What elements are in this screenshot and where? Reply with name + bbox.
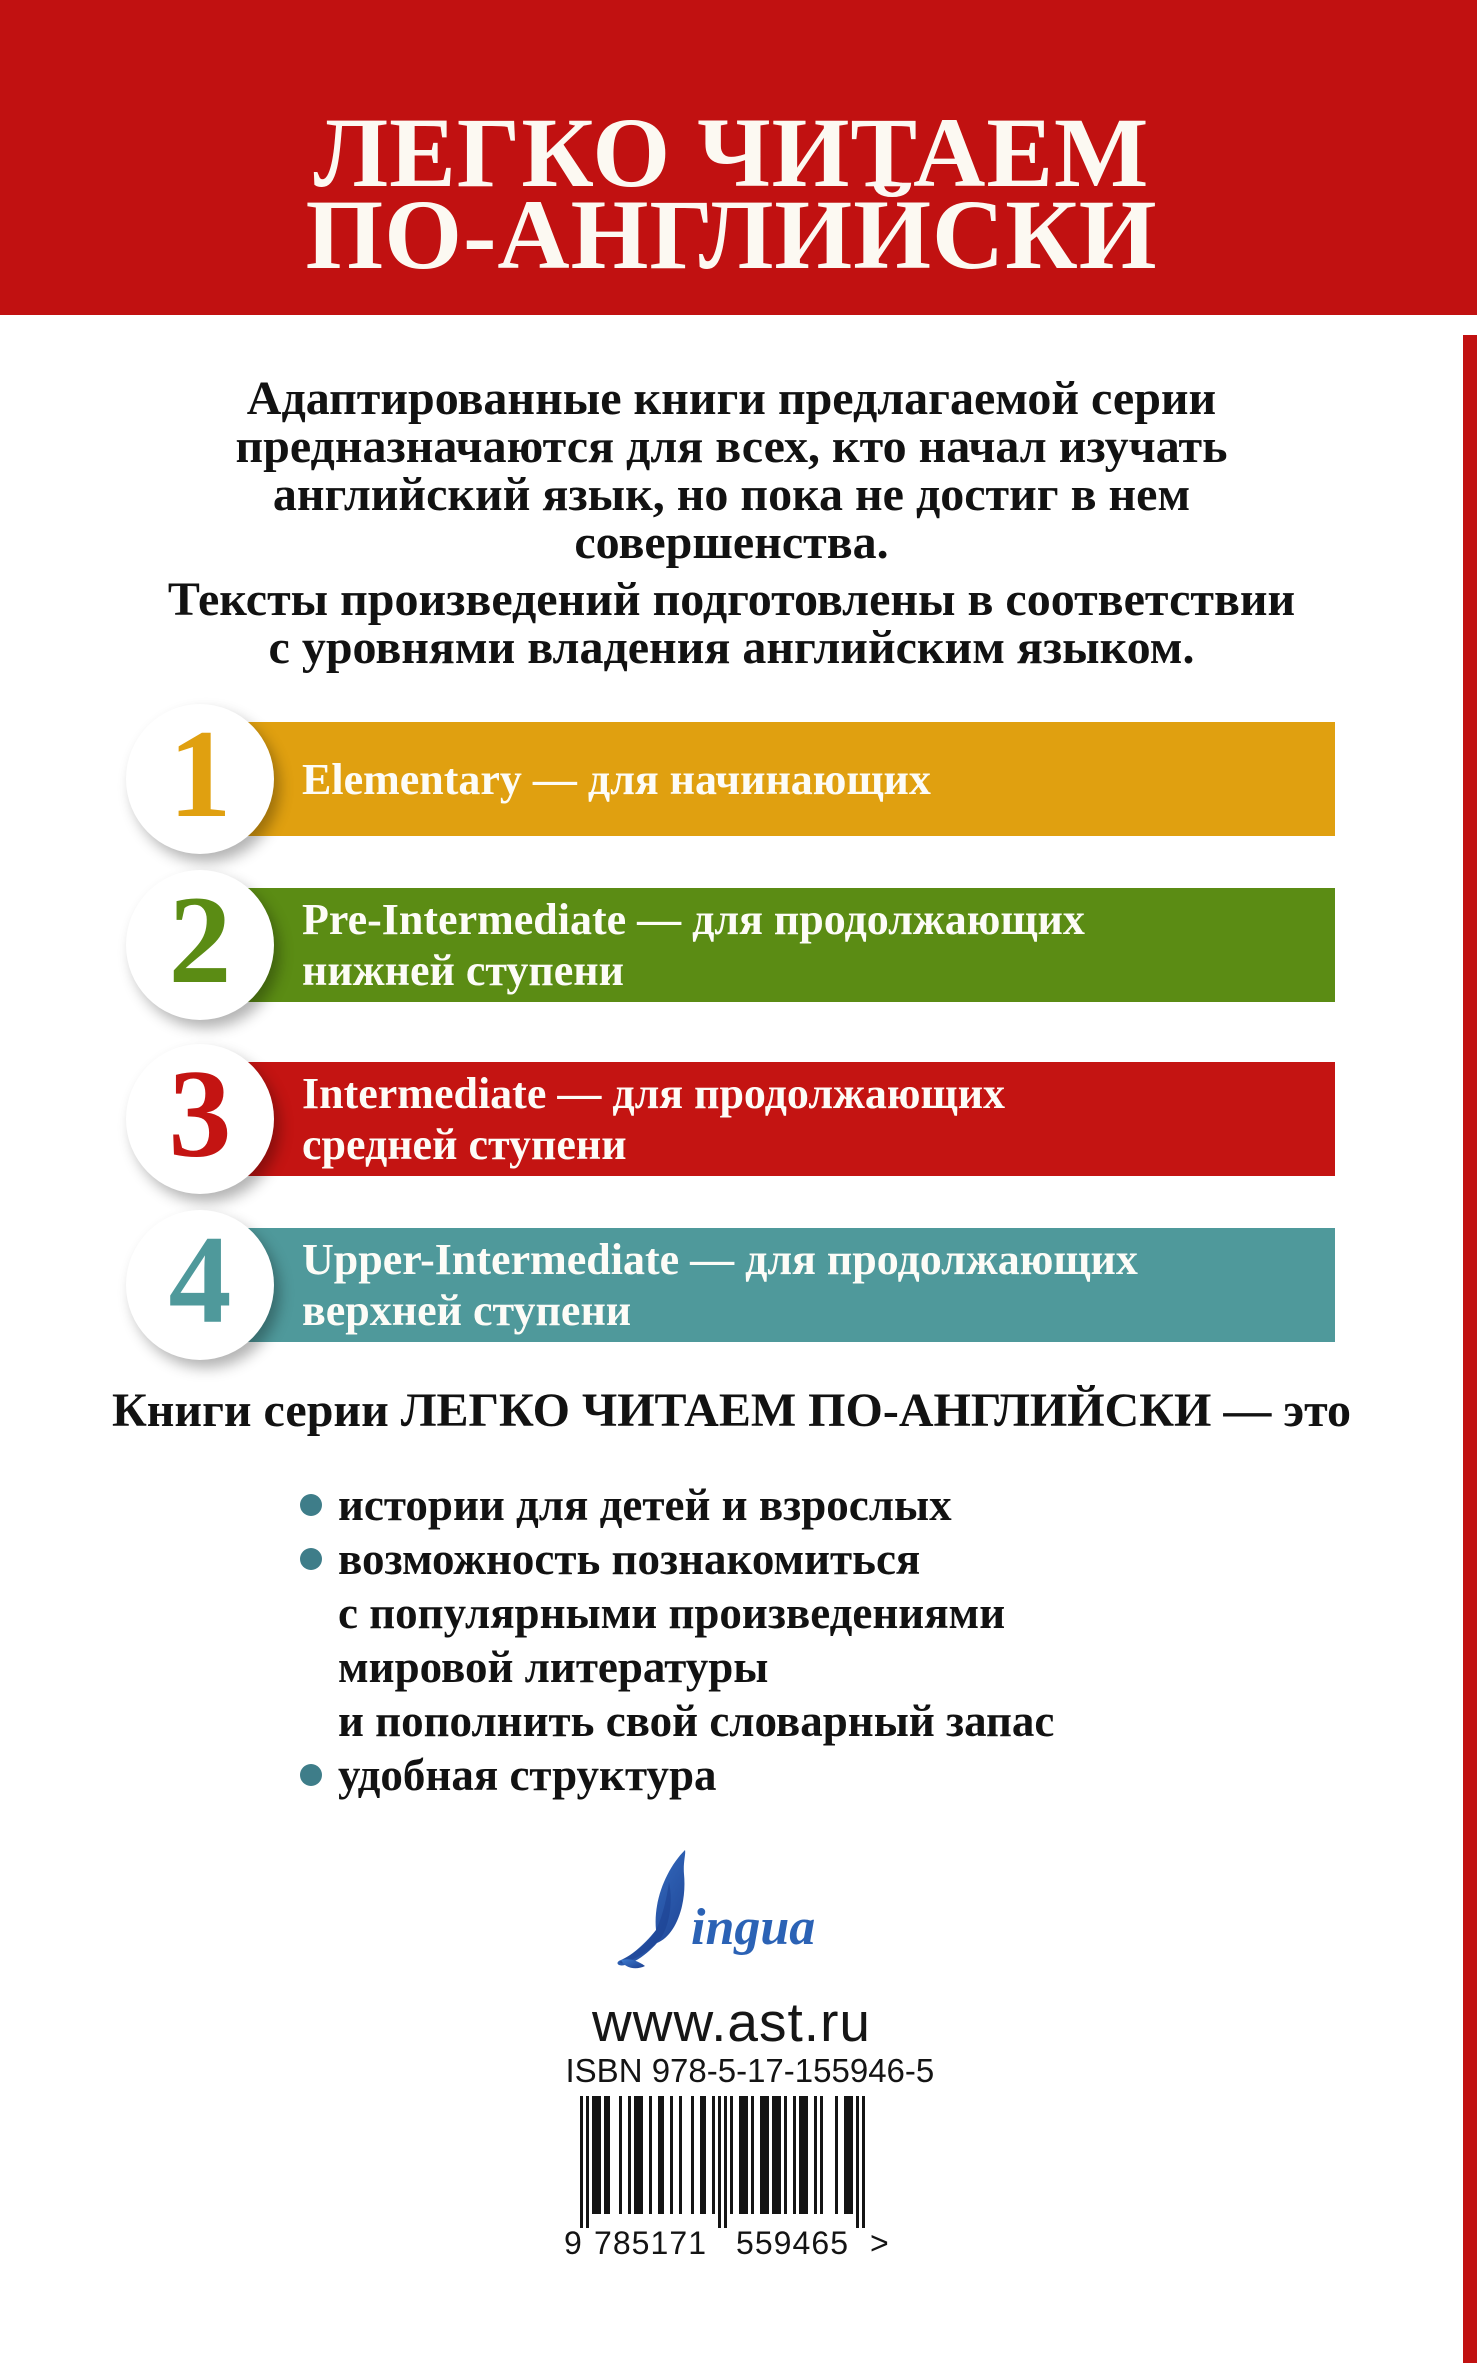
level-label-line1: Pre-Intermediate — для продолжающих	[302, 895, 1085, 944]
series-benefits-list	[300, 1478, 1054, 1802]
level-bar	[248, 1062, 1335, 1176]
publisher-website: www.ast.ru	[592, 1991, 871, 2053]
barcode-digit-left: 9	[563, 2225, 582, 2261]
intro-p2-line: Тексты произведений подготовлены в соответствии	[167, 573, 1296, 626]
level-number-badge	[126, 870, 274, 1020]
level-label-line2: нижней ступени	[302, 946, 624, 995]
level-label-line2: верхней ступени	[302, 1286, 632, 1335]
level-row-elementary	[0, 705, 1477, 844]
level-label-line1: Intermediate — для продолжающих	[302, 1069, 1006, 1118]
level-number-badge	[126, 1210, 274, 1360]
barcode-digit-group1: 785171	[593, 2225, 706, 2261]
series-title	[0, 97, 1463, 290]
list-item	[300, 1748, 1054, 1802]
series-benefits-heading: Книги серии ЛЕГКО ЧИТАЕМ ПО-АНГЛИЙСКИ — это	[111, 1384, 1352, 1437]
level-row-pre-intermediate	[0, 871, 1477, 1010]
bullet-dot-icon	[300, 1494, 322, 1516]
right-edge-trim	[1463, 335, 1477, 2363]
intro-paragraph-1	[0, 372, 1463, 569]
publisher-logo	[0, 1848, 1463, 1973]
level-bar	[248, 1228, 1335, 1342]
intro-p1-line: предназначаются для всех, кто начал изучать	[235, 420, 1228, 473]
level-label-line2: средней ступени	[302, 1120, 627, 1169]
list-item-continuation: мировой литературы	[338, 1642, 769, 1692]
isbn-label: ISBN 978-5-17-155946-5	[565, 2052, 935, 2089]
level-label-line1: Upper-Intermediate — для продолжающих	[302, 1235, 1138, 1284]
level-label-line1: Elementary — для начинающих	[302, 754, 931, 804]
lingua-feather-logo	[607, 1848, 857, 1973]
intro-p2-line: с уровнями владения английским языком.	[268, 621, 1195, 674]
level-number: 1	[168, 705, 232, 844]
barcode-suffix: >	[869, 2225, 889, 2261]
intro-p1-line: совершенства.	[574, 516, 889, 569]
isbn-block	[0, 2052, 1463, 2269]
intro-paragraph-2	[0, 573, 1463, 674]
list-item	[300, 1478, 1054, 1532]
level-number: 4	[168, 1211, 232, 1350]
list-item-text: возможность познакомиться	[338, 1534, 921, 1584]
barcode-digit-group2: 559465	[735, 2225, 848, 2261]
level-bar	[248, 722, 1335, 836]
intro-p1-line: Адаптированные книги предлагаемой серии	[246, 372, 1217, 425]
list-item-continuation: с популярными произведениями	[338, 1588, 1006, 1638]
header-banner	[0, 0, 1477, 315]
list-item-text: удобная структура	[338, 1750, 717, 1800]
bullet-dot-icon	[300, 1548, 322, 1570]
list-item-continuation: и пополнить свой словарный запас	[338, 1696, 1055, 1746]
level-number: 2	[168, 871, 232, 1010]
list-item-text: истории для детей и взрослых	[338, 1480, 952, 1530]
series-title-line2: ПО-АНГЛИЙСКИ	[305, 179, 1158, 290]
level-row-upper-intermediate	[0, 1211, 1477, 1350]
bullet-dot-icon	[300, 1764, 322, 1786]
level-number-badge	[126, 704, 274, 854]
feather-icon	[617, 1850, 685, 1968]
level-bar	[248, 888, 1335, 1002]
logo-wordmark-tail: ingua	[690, 1899, 815, 1956]
level-number-badge	[126, 1044, 274, 1194]
level-row-intermediate	[0, 1045, 1477, 1184]
series-title-line1: ЛЕГКО ЧИТАЕМ	[313, 97, 1150, 208]
intro-p1-line: английский язык, но пока не достиг в нем	[272, 468, 1191, 521]
list-item	[300, 1532, 1054, 1586]
ean13-barcode	[564, 2094, 900, 2264]
level-number: 3	[168, 1045, 232, 1184]
